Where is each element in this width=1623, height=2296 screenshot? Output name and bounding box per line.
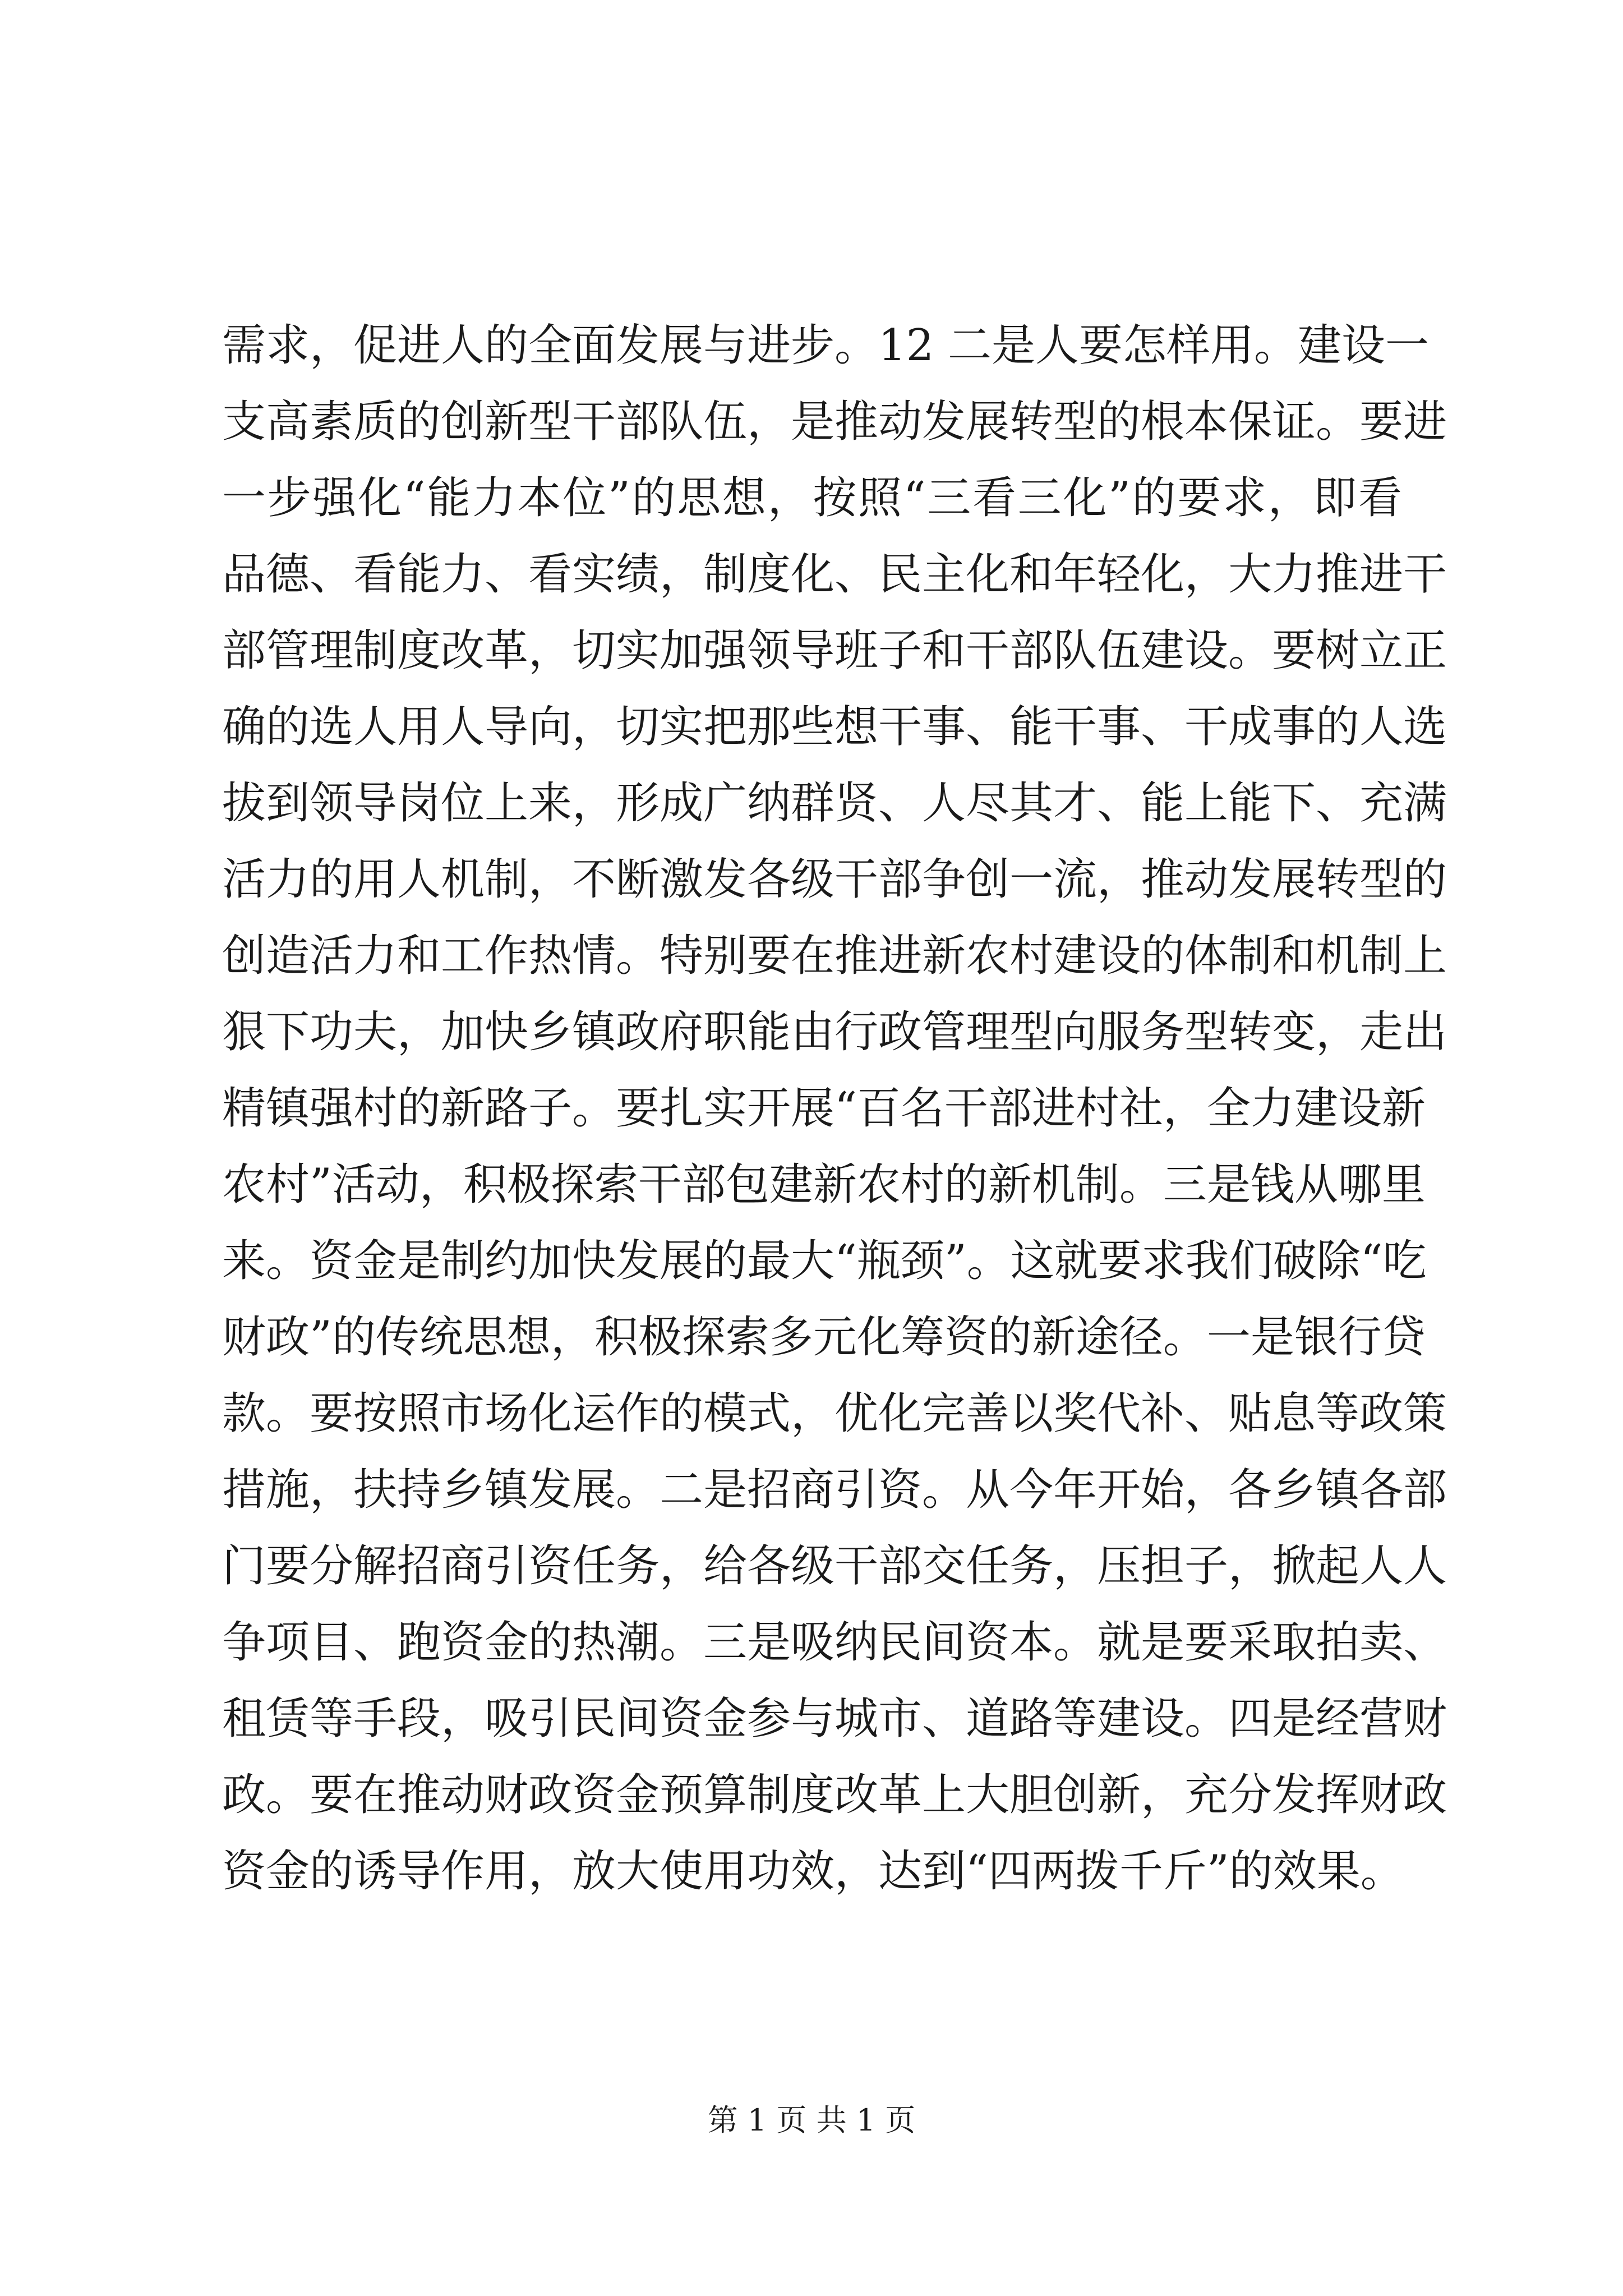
text-line: 争项目、跑资金的热潮。三是吸纳民间资本。就是要采取拍卖、 [222,1617,1447,1668]
text-line: 创造活力和工作热情。特别要在推进新农村建设的体制和机制上 [222,931,1447,981]
text-line: 支高素质的创新型干部队伍，是推动发展转型的根本保证。要进 [222,397,1447,447]
text-line: 活力的用人机制，不断激发各级干部争创一流，推动发展转型的 [222,854,1447,905]
text-line: 措施，扶持乡镇发展。二是招商引资。从今年开始，各乡镇各部 [222,1465,1447,1515]
page-footer: 第 1 页 共 1 页 [707,2102,916,2138]
text-line: 款。要按照市场化运作的模式，优化完善以奖代补、贴息等政策 [222,1388,1447,1439]
text-line: 精镇强村的新路子。要扎实开展“百名干部进村社，全力建设新 [222,1083,1426,1134]
text-line: 确的选人用人导向，切实把那些想干事、能干事、干成事的人选 [222,702,1447,752]
text-line: 需求，促进人的全面发展与进步。12 二是人要怎样用。建设一 [222,320,1430,371]
text-line: 财政”的传统思想，积极探索多元化筹资的新途径。一是银行贷 [222,1312,1426,1363]
text-line: 农村”活动，积极探索干部包建新农村的新机制。三是钱从哪里 [222,1159,1426,1210]
body-text [222,307,1447,1910]
text-line: 政。要在推动财政资金预算制度改革上大胆创新，充分发挥财政 [222,1770,1447,1820]
text-line: 门要分解招商引资任务，给各级干部交任务，压担子，掀起人人 [222,1541,1447,1591]
text-line: 品德、看能力、看实绩，制度化、民主化和年轻化，大力推进干 [222,549,1447,600]
text-line: 拔到领导岗位上来，形成广纳群贤、人尽其才、能上能下、充满 [222,778,1447,829]
text-line: 租赁等手段，吸引民间资金参与城市、道路等建设。四是经营财 [222,1694,1447,1744]
text-line: 部管理制度改革，切实加强领导班子和干部队伍建设。要树立正 [222,625,1447,676]
text-line: 狠下功夫，加快乡镇政府职能由行政管理型向服务型转变，走出 [222,1007,1447,1057]
text-line: 一步强化“能力本位”的思想，按照“三看三化”的要求，即看 [222,473,1402,523]
text-line: 来。资金是制约加快发展的最大“瓶颈”。这就要求我们破除“吃 [222,1236,1427,1286]
text-line: 资金的诱导作用，放大使用功效，达到“四两拨千斤”的效果。 [222,1846,1404,1897]
